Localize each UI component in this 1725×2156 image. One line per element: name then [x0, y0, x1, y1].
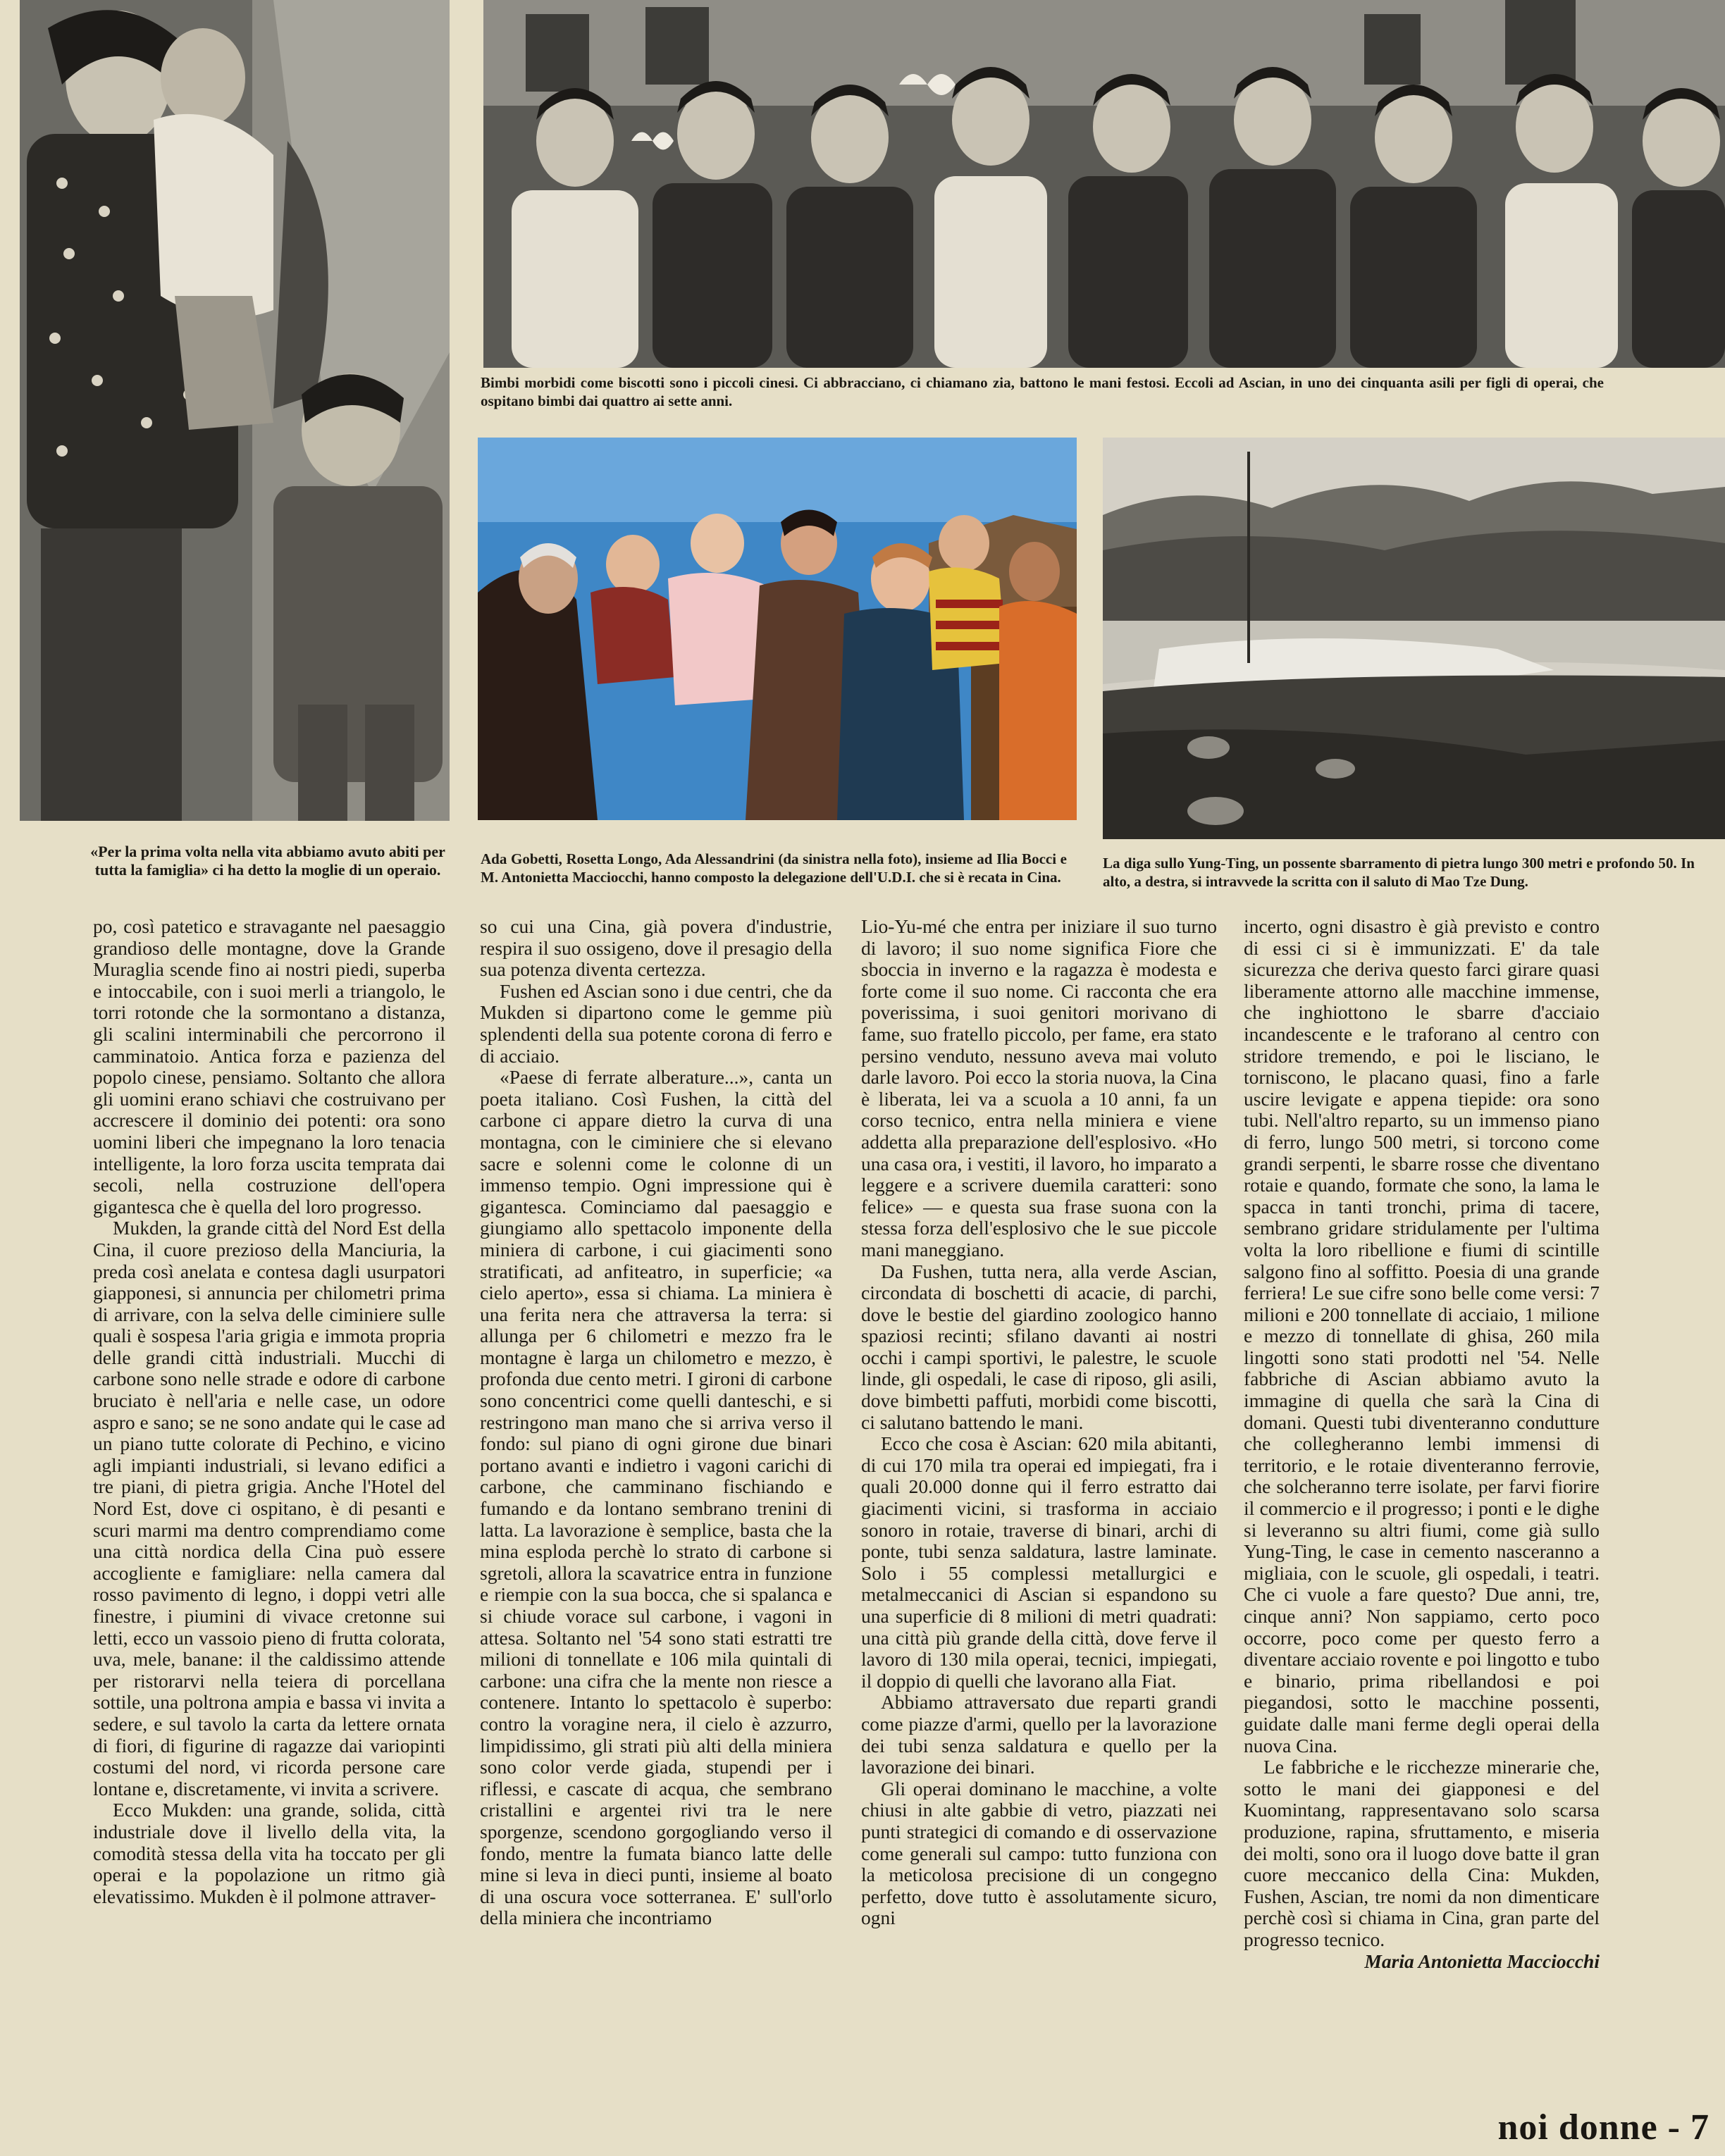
yung-ting-dam-photo [1103, 438, 1725, 839]
paragraph: Mukden, la grande città del Nord Est della Cina, il cuore prezioso della Manciuria, la preda così anelata e contesa dagli usurpatori giapponesi, si annuncia per chilometri prima di arrivare, con la selva delle ciminiere sulle quali è sospesa l'aria grigia e immota propria delle grandi città industriali. Mucchi di carbone sono nelle strade e odore di carbone bruciato è nell'aria e nelle case, un odore aspro e sano; se ne sono andate qui le case ad un piano tutte colorate di Pechino, e vicino agli impianti industriali, si levano edifici a tre piani, di pietra grigia. Anche l'Hotel del Nord Est, dove ci ospitano, è di pesanti e scuri marmi ma dentro comprendiamo come una città nordica della Cina può essere accogliente e famigliare: nella camera dal rosso pavimento di legno, i doppi vetri alle finestre, i piumini di vivace cretonne sui letti, ecco un vassoio pieno di frutta colorata, uva, mele, banane: il the caldissimo attende per ristorarvi nella teiera di porcellana sottile, una poltrona ampia e bassa vi invita a sedere, e sul tavolo la carta da lettere ornata di fiori, di figurine di ragazze dai variopinti costumi del nord, vi ricorda persone care lontane e, discretamente, vi invita a scrivere. [93, 1217, 445, 1799]
paragraph: so cui una Cina, già povera d'industrie, respira il suo ossigeno, dove il presagio della sua potenza diventa certezza. [480, 916, 832, 981]
paragraph: Lio-Yu-mé che entra per iniziare il suo turno di lavoro; il suo nome significa Fiore che sboccia in inverno e la ragazza è modesta e forte come il suo nome. Ci racconta che era poverissima, i suoi genitori morivano di fame, suo fratello piccolo, per fame, era stato persino venduto, nessuno aveva mai voluto darle lavoro. Poi ecco la storia nuova, la Cina è liberata, lei va a scuola a 10 anni, fa un corso tecnico, entra nella miniera e viene addetta alla preparazione dell'esplosivo. «Ho una casa ora, i vestiti, il lavoro, ho imparato a leggere e a scrivere duemila caratteri: sono felice» — e questa sua frase suona con la stessa forza dell'esplosivo che le sue piccole mani maneggiano. [861, 916, 1217, 1260]
paragraph: incerto, ogni disastro è già previsto e contro di essi ci si è immunizzati. E' da tale sicurezza che deriva questo farci girare quasi liberamente attorno alle macchine immense, che inghiottono le sbarre d'acciaio incandescente e le traforano al centro con stridore tremendo, e poi le lisciano, le torniscono, le placano quasi, fino a farle uscire levigate e appena tiepide: ora sono tubi. Nell'altro reparto, su un immenso piano di ferro, lungo 500 metri, si torcono come grandi serpenti, le sbarre rosse che diventano rotaie e quando, formate che sono, la lama le spacca in tanti tronchi, prima di tacere, sembrano gridare stridulamente per l'ultima volta la loro ribellione e fiumi di scintille salgono fino al soffitto. Poesia di una grande ferriera! Le sue cifre sono belle come versi: 7 milioni e 200 tonnellate di acciaio, 1 milione e mezzo di tonnellate di ghisa, 260 mila lingotti sono stati prodotti nel '54. Nelle fabbriche di Ascian abbiamo avuto la immagine di quella che sarà la Cina di domani. Questi tubi diventeranno condutture che collegheranno lembi immensi di territorio, e le rotaie diventeranno ferrovie, che solcheranno terre isolate, per farvi fiorire il commercio e il progresso; i ponti e le dighe si leveranno su altri fiumi, come già sullo Yung-Ting, le case in cemento nasceranno a migliaia, con le scuole, gli ospedali, i teatri. Che ci vuole a fare questo? Due anni, tre, cinque anni? Non sappiamo, certo poco occorre, poco come per questo ferro a diventare acciaio rovente e poi lingotto e tubo e binario, prima ribellandosi e poi piegandosi, sotto le macchine possenti, guidate dalle mani ferme degli operai della nuova Cina. [1244, 916, 1600, 1757]
article-column-1 [93, 916, 445, 2107]
article-column-3 [861, 916, 1217, 2107]
caption-top: Bimbi morbidi come biscotti sono i piccoli cinesi. Ci abbracciano, ci chiamano zia, battono le mani festosi. Eccoli ad Ascian, in uno dei cinquanta asili per figli di operai, che ospitano bimbi dai quattro ai sette anni. [481, 374, 1604, 409]
author-signature: Maria Antonietta Macciocchi [1364, 1950, 1600, 1972]
caption-middle: Ada Gobetti, Rosetta Longo, Ada Alessandrini (da sinistra nella foto), insieme ad Ilia Bocci e M. Antonietta Macciocchi, hanno composto la delegazione dell'U.D.I. che si è recata in Cina. [481, 850, 1067, 886]
paragraph: Abbiamo attraversato due reparti grandi come piazze d'armi, quello per la lavorazione dei tubi senza saldatura e quello per la lavorazione dei binari. [861, 1691, 1217, 1778]
udi-delegation-photo [478, 438, 1077, 820]
caption-right: La diga sullo Yung-Ting, un possente sbarramento di pietra lungo 300 metri e profondo 50. In alto, a destra, si intravvede la scritta con il saluto di Mao Tze Dung. [1103, 855, 1695, 890]
mother-children-photo [20, 0, 450, 821]
caption-left: «Per la prima volta nella vita abbiamo avuto abiti per tutta la famiglia» ci ha detto la moglie di un operaio. [90, 843, 445, 879]
article-column-4 [1244, 916, 1600, 2107]
paragraph: Fushen ed Ascian sono i due centri, che da Mukden si dipartono come le gemme più splendenti della sua potente corona di ferro e di acciaio. [480, 979, 832, 1067]
paragraph: Da Fushen, tutta nera, alla verde Ascian, circondata di boschetti di acacie, di parchi, dove le bestie del giardino zoologico hanno spaziosi recinti; sfilano davanti ai nostri occhi i campi sportivi, le palestre, le scuole linde, gli ospedali, le case di riposo, gli asili, dove bimbetti paffuti, morbidi come biscotti, ci salutano battendo le mani. [861, 1260, 1217, 1433]
paragraph: po, così patetico e stravagante nel paesaggio grandioso delle montagne, dove la Grande Muraglia scende fino ai nostri piedi, superba e intoccabile, con i suoi merli a triangolo, le torri rotonde che la sormontano a distanza, gli scalini interminabili che percorrono il camminatoio. Antica forza e pazienza del popolo cinese, pensiamo. Soltanto che allora gli uomini erano schiavi che costruivano per accrescere il dominio dei potenti: ora sono uomini liberi che impegnano la loro tenacia intelligente, la loro forza uscita temprata dai secoli, nella costruzione dell'opera gigantesca che è quella del loro progresso. [93, 916, 445, 1218]
paragraph: «Paese di ferrate alberature...», canta un poeta italiano. Così Fushen, la città del carbone ci appare dietro la curva di una montagna, con le ciminiere che si elevano sacre e solenni come le colonne di un immenso tempio. Ogni impressione qui è gigantesca. Cominciamo dal paesaggio e giungiamo allo spettacolo imponente della miniera di carbone, i cui giacimenti sono stratificati, ad anfiteatro, in superficie; «a cielo aperto», essa si chiama. La miniera è una ferita nera che attraversa la terra: si allunga per 6 chilometri e mezzo fra le montagne è larga un chilometro e mezzo, è profonda due cento metri. I gironi di carbone sono concentrici come quelli danteschi, e si restringono man mano che si arriva verso il fondo: sul piano di ogni girone due binari portano avanti e indietro i vagoni carichi di carbone, che camminano fischiando e fumando e da lontano sembrano trenini di latta. La lavorazione è semplice, basta che la mina esploda perchè lo strato di carbone si sgretoli, allora la scavatrice entra in funzione e riempie con la sua bocca, che si spalanca e si chiude vorace sul carbone, i vagoni in attesa. Soltanto nel '54 sono stati estratti tre milioni di tonnellate e 106 mila quintali di carbone: una cifra che la mente non riesce a contenere. Intanto lo spettacolo è superbo: contro la voragine nera, il cielo è azzurro, limpidissimo, gli strati più alti della miniera sono color verde giada, stupendi per i riflessi, e cascate di acqua, che sembrano cristallini e argentei rivi tra le nere sporgenze, scendono gorgogliando verso il fondo, mentre la fumata bianco latte delle mine si leva in dieci punti, insieme al boato di una oscura voce sotterranea. E' sull'orlo della miniera che incontriamo [480, 1066, 832, 1929]
page-footer: noi donne - 7 [1497, 2107, 1709, 2148]
paragraph: Gli operai dominano le macchine, a volte chiusi in alte gabbie di vetro, piazzati nei punti strategici di comando e di osservazione come generali sul campo: tutto funziona con la meticolosa precisione di un congegno perfetto, dove tutto è assolutamente sicuro, ogni [861, 1777, 1217, 1929]
paragraph: Ecco che cosa è Ascian: 620 mila abitanti, di cui 170 mila tra operai ed impiegati, fra i quali 20.000 donne qui il ferro estratto dai giacimenti vicini, si trasforma in acciaio sonoro in rotaie, traverse di binari, archi di ponte, tubi senza saldatura, lastre laminate. Solo i 55 complessi metallurgici e metalmeccanici di Ascian si espandono su una superficie di 8 milioni di metri quadrati: una città più grande della città, dove ferve il lavoro di 130 mila operai, tecnici, impiegati, il doppio di quelli che lavorano alla Fiat. [861, 1432, 1217, 1692]
paragraph: Le fabbriche e le ricchezze minerarie che, sotto le mani dei giapponesi e del Kuomintang, rappresentavano solo scarsa produzione, rapina, sfruttamento, e miseria dei molti, sono ora il luogo dove batte il gran cuore meccanico della Cina: Mukden, Fushen, Ascian, tre nomi da non dimenticare perchè così si chiama in Cina, gran parte del progresso tecnico. [1244, 1756, 1600, 1950]
paragraph: Ecco Mukden: una grande, solida, città industriale dove il livello della vita, la comodità stessa della vita ha toccato per gli operai e la popolazione un ritmo già elevatissimo. Mukden è il polmone attraver- [93, 1799, 445, 1907]
kindergarten-children-photo [483, 0, 1725, 368]
article-column-2 [480, 916, 832, 2107]
